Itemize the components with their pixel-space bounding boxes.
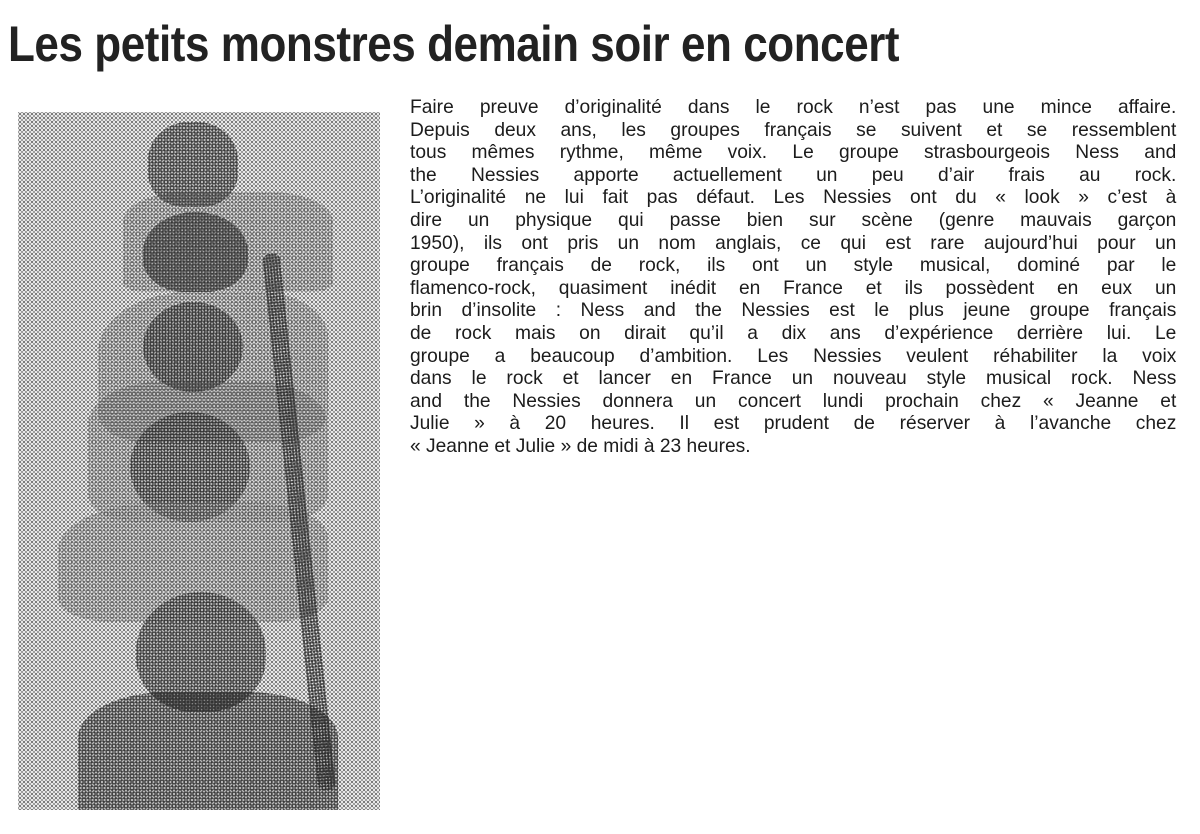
body-line: de rock mais on dirait qu’il a dix ans d’expérience derrière lui. Le <box>410 321 1177 344</box>
photo-figure-body-5 <box>78 692 338 810</box>
body-line: groupe français de rock, ils ont un style musical, dominé par le <box>410 254 1177 277</box>
photo-figure-head-3 <box>143 302 243 392</box>
body-line-last: « Jeanne et Julie » de midi à 23 heures. <box>410 434 751 457</box>
body-line: the Nessies apporte actuellement un peu d’air frais au rock. <box>410 163 1177 186</box>
body-line: and the Nessies donnera un concert lundi prochain chez « Jeanne et <box>410 389 1177 412</box>
body-line: dire un physique qui passe bien sur scène (genre mauvais garçon <box>410 208 1177 231</box>
headline: Les petits monstres demain soir en concert <box>8 16 900 72</box>
photo-figure-head-2 <box>143 212 248 292</box>
body-line: Depuis deux ans, les groupes français se suivent et se ressemblent <box>410 118 1177 141</box>
body-line: flamenco-rock, quasiment inédit en France et ils possèdent en eux un <box>410 276 1177 299</box>
body-line: groupe a beaucoup d’ambition. Les Nessies veulent réhabiliter la voix <box>410 344 1177 367</box>
body-line: dans le rock et lancer en France un nouveau style musical rock. Ness <box>410 367 1177 390</box>
article-body <box>410 96 1176 458</box>
body-line: brin d’insolite : Ness and the Nessies est le plus jeune groupe français <box>410 299 1177 322</box>
body-line: 1950), ils ont pris un nom anglais, ce qui est rare aujourd’hui pour un <box>410 231 1177 254</box>
band-photo <box>18 112 380 810</box>
body-line: Julie » à 20 heures. Il est prudent de réserver à l’avanche chez <box>410 412 1177 435</box>
body-line: tous mêmes rythme, même voix. Le groupe strasbourgeois Ness and <box>410 141 1177 164</box>
body-line: Faire preuve d’originalité dans le rock n’est pas une mince affaire. <box>410 96 1177 118</box>
body-line: L’originalité ne lui fait pas défaut. Les Nessies ont du « look » c’est à <box>410 186 1177 209</box>
